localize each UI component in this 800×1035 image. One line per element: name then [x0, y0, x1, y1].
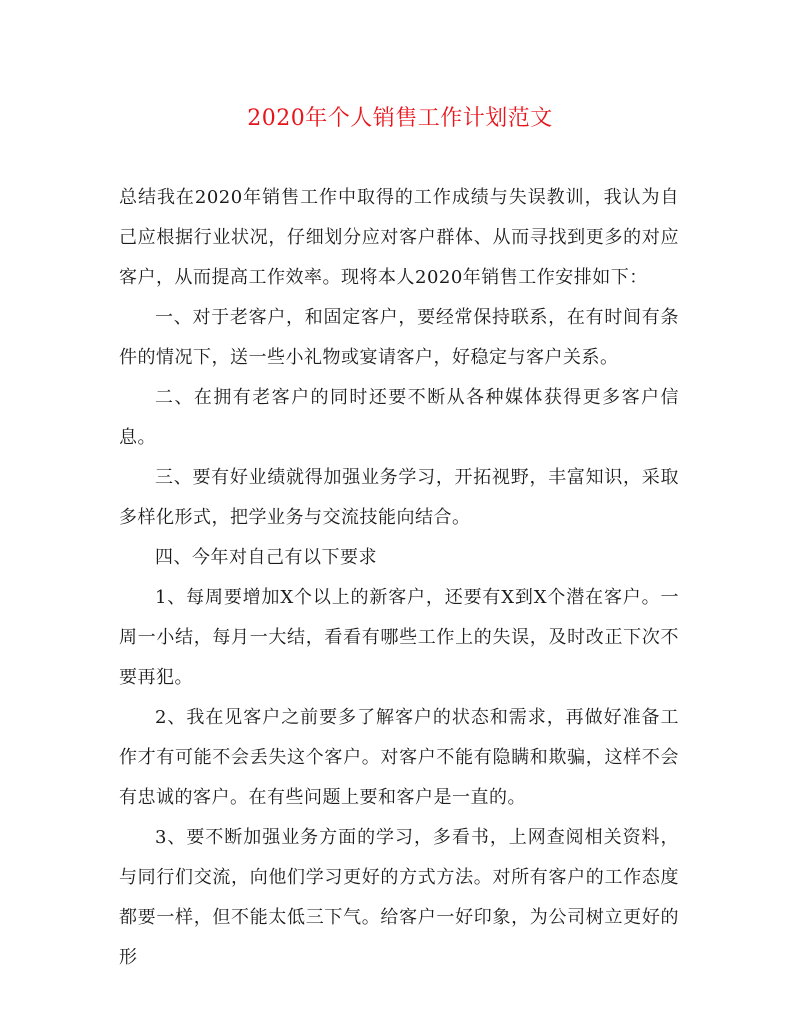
paragraph-item-3: 三、要有好业绩就得加强业务学习，开拓视野，丰富知识，采取多样化形式，把学业务与交流技能向结合。 — [119, 467, 679, 528]
paragraph-item-1: 一、对于老客户，和固定客户，要经常保持联系，在有时间有条件的情况下，送一些小礼物或宴请客户，好稳定与客户关系。 — [119, 307, 679, 368]
document-body — [119, 178, 679, 978]
requirement-2: 2、我在见客户之前要多了解客户的状态和需求，再做好准备工作才有可能不会丢失这个客户。对客户不能有隐瞒和欺骗，这样不会有忠诚的客户。在有些问题上要和客户是一直的。 — [119, 707, 679, 808]
document-title: 2020年个人销售工作计划范文 — [247, 106, 553, 131]
paragraph-item-4-heading: 四、今年对自己有以下要求 — [155, 547, 377, 568]
requirement-1: 1、每周要增加X个以上的新客户，还要有X到X个潜在客户。一周一小结，每月一大结，看看有哪些工作上的失误，及时改正下次不要再犯。 — [119, 587, 679, 688]
intro-paragraph: 总结我在2020年销售工作中取得的工作成绩与失误教训，我认为自己应根据行业状况，仔细划分应对客户群体、从而寻找到更多的对应客户，从而提高工作效率。现将本人2020年销售工作安排如下： — [119, 187, 679, 288]
paragraph-item-2: 二、在拥有老客户的同时还要不断从各种媒体获得更多客户信息。 — [119, 387, 679, 448]
requirement-3: 3、要不断加强业务方面的学习，多看书，上网查阅相关资料，与同行们交流，向他们学习更好的方式方法。对所有客户的工作态度都要一样，但不能太低三下气。给客户一好印象，为公司树立更好的形 — [119, 827, 679, 968]
